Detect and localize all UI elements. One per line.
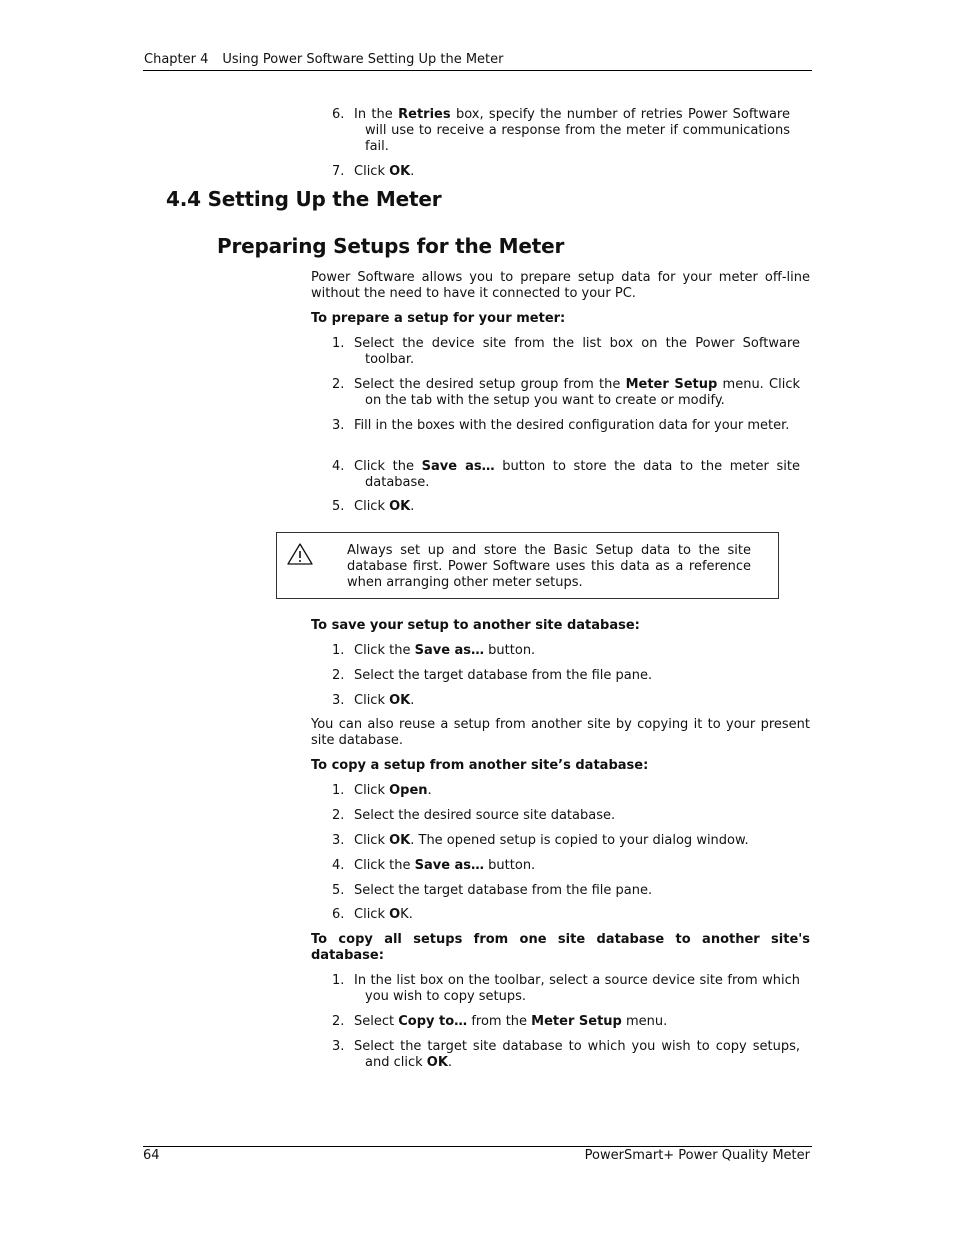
procedure-lead: To save your setup to another site database: xyxy=(311,618,640,633)
list-item: 6. Click OK. xyxy=(332,907,413,922)
list-item: 7. Click OK. xyxy=(332,164,415,179)
procedure-lead: To prepare a setup for your meter: xyxy=(311,311,566,326)
procedure-lead: To copy all setups from one site database to another site's database: xyxy=(311,932,810,963)
reuse-paragraph: You can also reuse a setup from another site by copying it to your present site database. xyxy=(311,717,810,748)
list-item: 3. Click OK. xyxy=(332,693,415,708)
list-item: 5. Select the target database from the file pane. xyxy=(332,883,653,898)
subsection-heading: Preparing Setups for the Meter xyxy=(217,234,565,258)
list-item: 2. Select the desired source site database. xyxy=(332,808,616,823)
list-item: 4. Click the Save as… button. xyxy=(332,858,536,873)
footer-product: PowerSmart+ Power Quality Meter xyxy=(584,1148,810,1163)
note-text: Always set up and store the Basic Setup data to the site database first. Power Software uses this data as a reference when arranging other meter setups. xyxy=(347,543,751,590)
list-item: 1. Click the Save as… button. xyxy=(332,643,536,658)
page-number: 64 xyxy=(143,1148,160,1163)
list-item: 1. In the list box on the toolbar, select a source device site from which you wish to copy setups. xyxy=(332,973,800,1004)
list-item: 5. Click OK. xyxy=(332,499,415,514)
list-item: 1. Select the device site from the list box on the Power Software toolbar. xyxy=(332,336,800,367)
list-item: 1. Click Open. xyxy=(332,783,432,798)
warning-icon xyxy=(286,542,314,566)
list-item: 3. Click OK. The opened setup is copied to your dialog window. xyxy=(332,833,749,848)
intro-paragraph: Power Software allows you to prepare setup data for your meter off-line without the need to have it connected to your PC. xyxy=(311,270,810,301)
header-rule xyxy=(143,70,812,71)
header-chapter: Chapter 4 xyxy=(144,52,209,67)
procedure-lead: To copy a setup from another site’s database: xyxy=(311,758,649,773)
header-title: Using Power Software Setting Up the Meter xyxy=(222,52,504,67)
list-item: 6. In the Retries box, specify the number of retries Power Software will use to receive a response from the meter if communications fail. xyxy=(332,107,790,154)
footer-rule xyxy=(143,1146,812,1147)
running-header xyxy=(144,52,504,67)
list-item: 2. Select Copy to… from the Meter Setup menu. xyxy=(332,1014,668,1029)
caution-note xyxy=(276,532,779,599)
list-item: 2. Select the desired setup group from the Meter Setup menu. Click on the tab with the setup you want to create or modify. xyxy=(332,377,800,408)
list-item: 3. Select the target site database to which you wish to copy setups, and click OK. xyxy=(332,1039,800,1070)
list-item: 3. Fill in the boxes with the desired configuration data for your meter. xyxy=(332,418,790,433)
section-heading: 4.4 Setting Up the Meter xyxy=(166,187,442,211)
list-item: 2. Select the target database from the file pane. xyxy=(332,668,653,683)
list-item: 4. Click the Save as… button to store the data to the meter site database. xyxy=(332,459,800,490)
